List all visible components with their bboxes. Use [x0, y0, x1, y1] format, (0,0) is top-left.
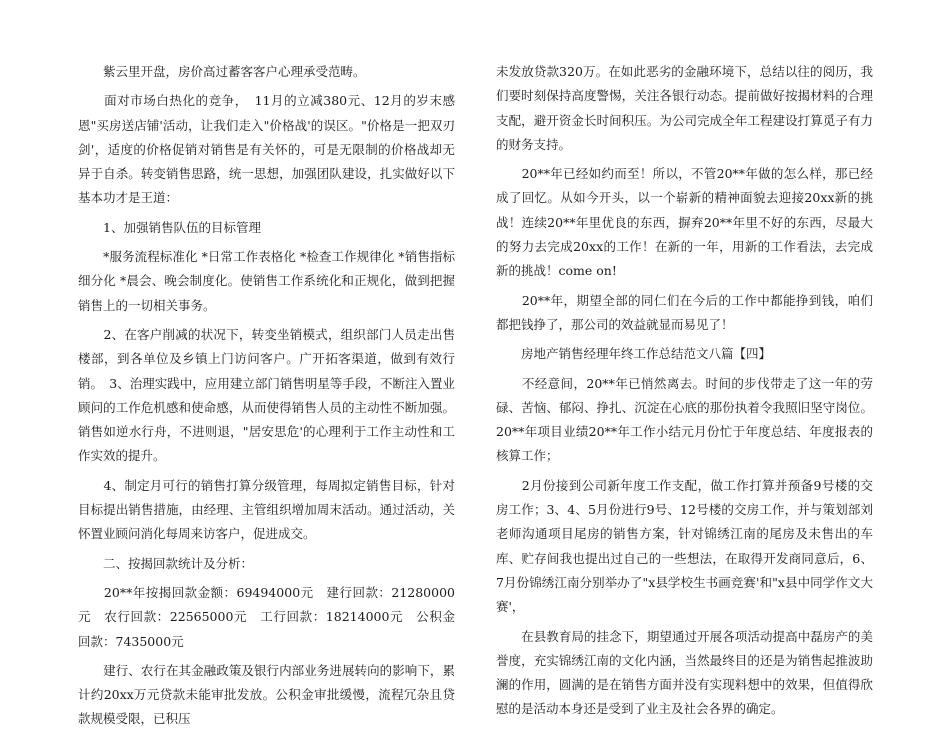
paragraph: 2月份接到公司新年度工作支配，做工作打算并预备9号楼的交房工作；3、4、5月份进行9号、12号楼的交房工作，并与策划部刘老师沟通项目尾房的销售方案，针对锦绣江南的尾房及未售出的车库、贮存间我也提出过自己的一些想法，在取得开发商同意后，6、7月份锦绣江南分别举办了"x县学校生书画竞赛'和"x县中同学作文大赛'， — [496, 477, 873, 615]
right-column — [496, 60, 873, 722]
paragraph: 紫云里开盘，房价高过蓄客客户心理承受范畴。 — [78, 64, 366, 79]
paragraph: 未发放贷款320万。在如此恶劣的金融环境下，总结以往的阅历，我们要时刻保持高度警惕，关注各银行动态。提前做好按揭材料的合理支配，避开资金长时间积压。为公司完成全年工程建设打算觅子有力的财务支持。 — [496, 64, 873, 152]
paragraph: 1、加强销售队伍的目标管理 — [78, 219, 261, 235]
paragraph: 不经意间，20**年已悄然离去。时间的步伐带走了这一年的劳碌、苦恼、郁闷、挣扎、沉淀在心底的那份执着令我照旧坚守岗位。20**年项目业绩20**年工作小结元月份忙于年度总结、年度报表的核算工作； — [496, 375, 873, 464]
paragraph: 在县教育局的挂念下，期望通过开展各项活动提高中磊房产的美誉度，充实锦绣江南的文化内涵，当然最终目的还是为销售起推波助澜的作用，圆满的是在销售方面并没有实现料想中的效果，但值得欣慰的是活动本身还是受到了业主及社会各界的确定。 — [496, 628, 873, 717]
left-column — [78, 60, 455, 732]
paragraph: 面对市场白热化的竞争， 11月的立减380元、12月的岁末感恩"买房送店铺'活动，让我们走入"价格战'的误区。"价格是一把双刃剑'，适度的价格促销对销售是有关怀的，可是无限制的价格战却无异于自杀。转变销售思路，统一思想，加强团队建设，扎实做好以下基本功才是王道： — [78, 93, 455, 206]
paragraph: 20**年，期望全部的同仁们在今后的工作中都能挣到钱，咱们都把钱挣了，那公司的效益就显而易见了！ — [496, 292, 873, 332]
paragraph: 4、制定月可行的销售打算分级管理，每周拟定销售目标，针对目标提出销售措施，由经理、主管组织增加周末活动。通过活动，关怀置业顾问消化每周来访客户，促进成交。 — [78, 477, 455, 542]
paragraph: 20**年已经如约而至！所以，不管20**年做的怎么样，那已经成了回忆。从如今开头，以一个崭新的精神面貌去迎接20xx新的挑战！连续20**年里优良的东西，摒弃20**年里不好的东西，尽最大的努力去完成20xx的工作！在新的一年，用新的工作看法，去完成新的挑战！come on! — [496, 166, 873, 279]
paragraph: 2、在客户削减的状况下，转变坐销模式，组织部门人员走出售楼部，到各单位及乡镇上门访问客户。广开拓客渠道，做到有效行销。 3、治理实践中，应用建立部门销售明星等手段，不断注入置业顾问的工作危机感和使命感，从而使得销售人员的主动性不断加强。销售如逆水行舟，不进则退，"居安思危'的心理利于工作主动性和工作实效的提升。 — [78, 326, 455, 464]
article-title: 房地产销售经理年终工作总结范文八篇【四】 — [496, 346, 772, 362]
section-heading: 二、按揭回款统计及分析： — [78, 555, 254, 571]
paragraph: 建行、农行在其金融政策及银行内部业务进展转向的影响下，累计约20xx万元贷款未能审批发放。公积金审批缓慢，流程冗杂且贷款规模受限，已积压 — [78, 662, 455, 727]
paragraph: *服务流程标准化 *日常工作表格化 *检查工作规律化 *销售指标细分化 *晨会、晚会制度化。使销售工作系统化和正规化，做到把握销售上的一切相关事务。 — [78, 249, 455, 313]
paragraph: 20**年按揭回款金额：69494000元 建行回款：21280000元 农行回款：22565000元 工行回款：18214000元 公积金回款：7435000元 — [78, 584, 455, 649]
